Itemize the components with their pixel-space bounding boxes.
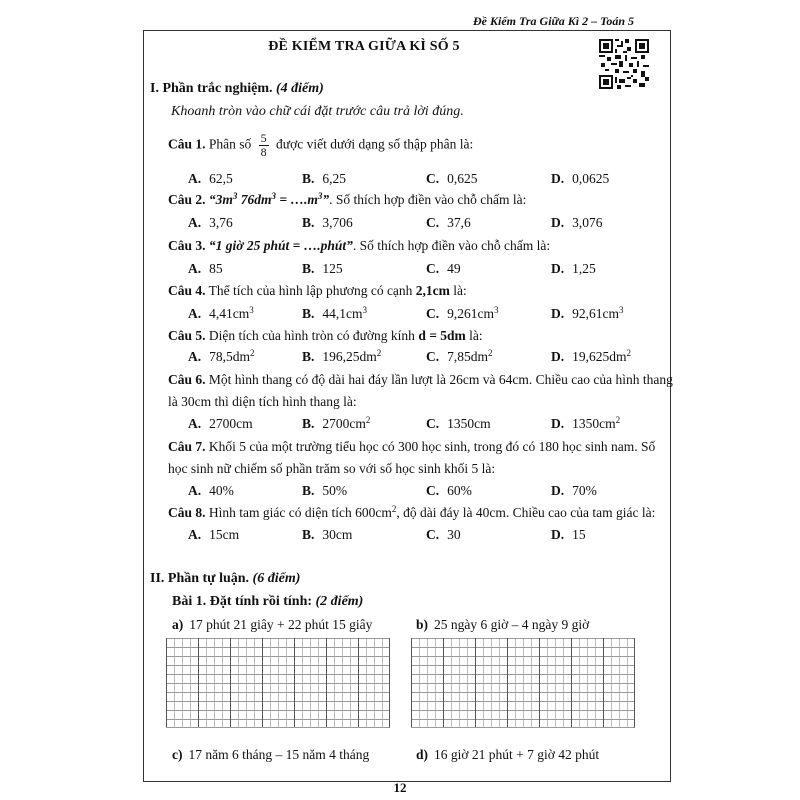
option-d[interactable]: D. 0,0625	[551, 171, 610, 186]
question-text: là:	[469, 328, 483, 343]
question-8-options	[144, 527, 672, 545]
option-d[interactable]: D. $1350cm^2$	[551, 415, 621, 431]
question-bold: d = 5dm	[418, 328, 466, 343]
part1-points: (4 điểm)	[276, 81, 324, 96]
option-a[interactable]: A. 85	[188, 261, 223, 276]
option-a[interactable]: A. 15cm	[188, 527, 240, 542]
question-5-options	[144, 349, 672, 367]
question-4	[168, 283, 467, 299]
question-label: Câu 3.	[168, 238, 206, 253]
question-3-options	[144, 261, 672, 279]
question-label: Câu 8.	[168, 505, 206, 520]
option-a[interactable]: A. 2700cm	[188, 416, 253, 431]
option-c[interactable]: C. 60%	[426, 483, 472, 498]
qr-code-icon	[599, 39, 649, 89]
running-header: Đề Kiểm Tra Giữa Kì 2 – Toán 5	[473, 14, 634, 28]
option-d[interactable]: D. $92,61cm^3$	[551, 305, 624, 321]
question-6	[168, 372, 673, 388]
question-1-options	[144, 171, 672, 189]
bai1-points: (2 điểm)	[315, 594, 364, 609]
option-d[interactable]: D. 70%	[551, 483, 597, 498]
option-b[interactable]: B. 30cm	[302, 527, 353, 542]
question-text: Hình tam giác có diện tích $600cm^2$, độ dài đáy là 40cm. Chiều cao của tam giác là:	[208, 504, 656, 520]
option-b[interactable]: B. $196,25dm^2$	[302, 348, 382, 364]
question-3	[168, 238, 550, 254]
question-label: Câu 4.	[168, 283, 206, 298]
answer-grid-b[interactable]	[411, 638, 635, 728]
question-text: Thể tích của hình lập phương có cạnh	[208, 283, 413, 298]
option-c[interactable]: C. 0,625	[426, 171, 478, 186]
question-4-options	[144, 306, 672, 324]
part1-heading	[150, 81, 324, 97]
option-c[interactable]: C. $7,85dm^2$	[426, 348, 493, 364]
option-c[interactable]: C. 1350cm	[426, 416, 491, 431]
bai1-label: Bài 1. Đặt tính rồi tính:	[172, 594, 313, 609]
option-a[interactable]: A. $4,41cm^3$	[188, 305, 254, 321]
option-b[interactable]: B. 6,25	[302, 171, 347, 186]
option-c[interactable]: C. 30	[426, 527, 461, 542]
task-b: b) 25 ngày 6 giờ – 4 ngày 9 giờ	[416, 617, 590, 632]
option-c[interactable]: C. 49	[426, 261, 461, 276]
question-text: Phân số	[208, 136, 252, 152]
option-a[interactable]: A. 62,5	[188, 171, 233, 186]
part2-label: II. Phần tự luận.	[150, 571, 250, 586]
question-label: Câu 7.	[168, 439, 206, 454]
task-d: d) 16 giờ 21 phút + 7 giờ 42 phút	[416, 747, 600, 762]
fraction-numerator: 5	[260, 131, 267, 145]
part1-instruction: Khoanh tròn vào chữ cái đặt trước câu trả lời đúng.	[171, 104, 464, 119]
option-c[interactable]: C. 37,6	[426, 215, 471, 230]
question-expression: “$3m^3$ $76dm^3$ = $\dots.m^3$”	[208, 191, 330, 207]
option-b[interactable]: B. $44,1cm^3$	[302, 305, 368, 321]
question-label: Câu 6.	[168, 372, 206, 387]
question-label: Câu 1.	[168, 136, 206, 152]
option-d[interactable]: D. 15	[551, 527, 586, 542]
question-text: Diện tích của hình tròn có đường kính	[208, 328, 415, 343]
question-7-line2: học sinh nữ chiếm số phần trăm so với số học sinh khối 5 là:	[168, 461, 496, 476]
exam-title: ĐỀ KIỂM TRA GIỮA KÌ SỐ 5	[268, 39, 460, 54]
question-text: Khối 5 của một trường tiểu học có 300 học sinh, trong đó có 180 học sinh nam. Số	[208, 439, 656, 454]
question-6-line2: là 30cm thì diện tích hình thang là:	[168, 394, 357, 409]
question-text: là:	[453, 283, 467, 298]
part2-heading	[150, 571, 300, 587]
page-number: 12	[393, 780, 407, 795]
question-text: . Số thích hợp điền vào chỗ chấm là:	[352, 238, 551, 253]
option-d[interactable]: D. 3,076	[551, 215, 603, 230]
question-7	[168, 439, 655, 455]
task-a: a) 17 phút 21 giây + 22 phút 15 giây	[172, 617, 373, 632]
option-d[interactable]: D. $19,625dm^2$	[551, 348, 632, 364]
fraction-denominator: 8	[260, 145, 267, 159]
exam-frame	[143, 30, 671, 782]
question-1	[168, 132, 473, 159]
question-2	[168, 192, 526, 208]
bai1-heading	[172, 594, 363, 610]
question-text: Một hình thang có độ dài hai đáy lần lượt là 26cm và 64cm. Chiều cao của hình thang	[208, 372, 673, 387]
question-6-options	[144, 416, 672, 434]
option-c[interactable]: C. $9,261cm^3$	[426, 305, 499, 321]
option-a[interactable]: A. 40%	[188, 483, 234, 498]
part2-points: (6 điểm)	[252, 571, 301, 586]
answer-grid-a[interactable]	[166, 638, 390, 728]
option-b[interactable]: B. 50%	[302, 483, 348, 498]
question-label: Câu 2.	[168, 192, 206, 207]
question-bold: 2,1cm	[415, 283, 450, 298]
option-b[interactable]: B. 125	[302, 261, 343, 276]
fraction	[259, 132, 269, 159]
option-b[interactable]: B. $2700cm^2$	[302, 415, 371, 431]
question-label: Câu 5.	[168, 328, 206, 343]
question-8	[168, 505, 655, 521]
option-a[interactable]: A. $78,5dm^2$	[188, 348, 255, 364]
option-a[interactable]: A. 3,76	[188, 215, 233, 230]
question-5	[168, 328, 483, 344]
question-expression: “1 giờ 25 phút = ….phút”	[208, 238, 353, 253]
question-text: được viết dưới dạng số thập phân là:	[276, 136, 474, 152]
question-2-options	[144, 215, 672, 233]
option-b[interactable]: B. 3,706	[302, 215, 353, 230]
question-7-options	[144, 483, 672, 501]
task-c: c) 17 năm 6 tháng – 15 năm 4 tháng	[172, 747, 370, 762]
option-d[interactable]: D. 1,25	[551, 261, 596, 276]
question-text: . Số thích hợp điền vào chỗ chấm là:	[329, 192, 527, 207]
part1-label: I. Phần trắc nghiệm.	[150, 81, 273, 96]
